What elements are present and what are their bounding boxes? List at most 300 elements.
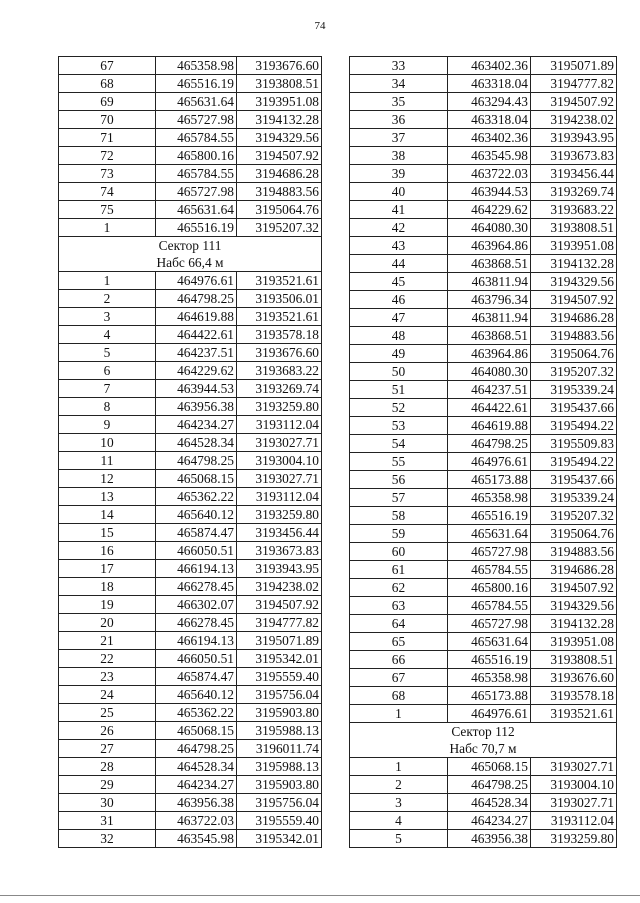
- x-coordinate-cell: 464528.34: [156, 434, 237, 452]
- table-row: [350, 363, 617, 381]
- table-row: [350, 758, 617, 776]
- y-coordinate-cell: 3193808.51: [531, 651, 617, 669]
- y-coordinate-cell: 3193951.08: [237, 93, 322, 111]
- table-row: [59, 93, 322, 111]
- table-row: [350, 417, 617, 435]
- point-number-cell: 5: [350, 830, 448, 848]
- point-number-cell: 67: [350, 669, 448, 687]
- table-row: [59, 129, 322, 147]
- point-number-cell: 21: [59, 632, 156, 650]
- table-row: [59, 722, 322, 740]
- y-coordinate-cell: 3193683.22: [237, 362, 322, 380]
- point-number-cell: 63: [350, 597, 448, 615]
- point-number-cell: 48: [350, 327, 448, 345]
- y-coordinate-cell: 3195509.83: [531, 435, 617, 453]
- y-coordinate-cell: 3193521.61: [531, 705, 617, 723]
- x-coordinate-cell: 465874.47: [156, 524, 237, 542]
- sector-heading-row: [59, 237, 322, 255]
- x-coordinate-cell: 463964.86: [448, 237, 531, 255]
- point-number-cell: 10: [59, 434, 156, 452]
- table-row: [59, 75, 322, 93]
- x-coordinate-cell: 463956.38: [156, 398, 237, 416]
- point-number-cell: 44: [350, 255, 448, 273]
- y-coordinate-cell: 3193578.18: [531, 687, 617, 705]
- x-coordinate-cell: 463956.38: [448, 830, 531, 848]
- table-row: [59, 542, 322, 560]
- x-coordinate-cell: 463956.38: [156, 794, 237, 812]
- point-number-cell: 37: [350, 129, 448, 147]
- x-coordinate-cell: 465631.64: [156, 93, 237, 111]
- point-number-cell: 47: [350, 309, 448, 327]
- table-row: [59, 632, 322, 650]
- y-coordinate-cell: 3193676.60: [237, 344, 322, 362]
- y-coordinate-cell: 3194507.92: [531, 93, 617, 111]
- x-coordinate-cell: 463318.04: [448, 111, 531, 129]
- x-coordinate-cell: 463796.34: [448, 291, 531, 309]
- table-row: [59, 596, 322, 614]
- y-coordinate-cell: 3194507.92: [237, 596, 322, 614]
- x-coordinate-cell: 463868.51: [448, 327, 531, 345]
- x-coordinate-cell: 466194.13: [156, 560, 237, 578]
- table-row: [59, 794, 322, 812]
- x-coordinate-cell: 463944.53: [448, 183, 531, 201]
- x-coordinate-cell: 464798.25: [156, 290, 237, 308]
- y-coordinate-cell: 3193259.80: [237, 398, 322, 416]
- x-coordinate-cell: 465800.16: [448, 579, 531, 597]
- table-row: [59, 830, 322, 848]
- point-number-cell: 14: [59, 506, 156, 524]
- table-row: [59, 650, 322, 668]
- table-row: [59, 470, 322, 488]
- y-coordinate-cell: 3193951.08: [531, 237, 617, 255]
- y-coordinate-cell: 3193269.74: [237, 380, 322, 398]
- point-number-cell: 5: [59, 344, 156, 362]
- x-coordinate-cell: 466050.51: [156, 650, 237, 668]
- x-coordinate-cell: 465362.22: [156, 488, 237, 506]
- y-coordinate-cell: 3193027.71: [237, 434, 322, 452]
- table-row: [350, 507, 617, 525]
- y-coordinate-cell: 3196011.74: [237, 740, 322, 758]
- x-coordinate-cell: 465358.98: [156, 57, 237, 75]
- x-coordinate-cell: 465516.19: [156, 219, 237, 237]
- x-coordinate-cell: 464528.34: [448, 794, 531, 812]
- point-number-cell: 45: [350, 273, 448, 291]
- y-coordinate-cell: 3195071.89: [531, 57, 617, 75]
- coordinates-table-right: [349, 56, 617, 848]
- point-number-cell: 3: [350, 794, 448, 812]
- point-number-cell: 1: [59, 219, 156, 237]
- table-row: [350, 399, 617, 417]
- point-number-cell: 68: [59, 75, 156, 93]
- point-number-cell: 3: [59, 308, 156, 326]
- x-coordinate-cell: 464976.61: [448, 705, 531, 723]
- x-coordinate-cell: 464080.30: [448, 363, 531, 381]
- table-row: [59, 57, 322, 75]
- table-row: [59, 326, 322, 344]
- y-coordinate-cell: 3193683.22: [531, 201, 617, 219]
- y-coordinate-cell: 3195064.76: [531, 345, 617, 363]
- point-number-cell: 22: [59, 650, 156, 668]
- y-coordinate-cell: 3194777.82: [531, 75, 617, 93]
- point-number-cell: 34: [350, 75, 448, 93]
- y-coordinate-cell: 3195494.22: [531, 453, 617, 471]
- y-coordinate-cell: 3195988.13: [237, 722, 322, 740]
- x-coordinate-cell: 466050.51: [156, 542, 237, 560]
- table-row: [59, 308, 322, 326]
- point-number-cell: 1: [350, 758, 448, 776]
- point-number-cell: 15: [59, 524, 156, 542]
- x-coordinate-cell: 463944.53: [156, 380, 237, 398]
- table-row: [350, 651, 617, 669]
- x-coordinate-cell: 465516.19: [448, 651, 531, 669]
- point-number-cell: 2: [350, 776, 448, 794]
- x-coordinate-cell: 465068.15: [448, 758, 531, 776]
- y-coordinate-cell: 3194329.56: [531, 273, 617, 291]
- y-coordinate-cell: 3193521.61: [237, 272, 322, 290]
- point-number-cell: 43: [350, 237, 448, 255]
- table-row: [59, 111, 322, 129]
- table-row: [350, 57, 617, 75]
- point-number-cell: 38: [350, 147, 448, 165]
- table-row: [350, 830, 617, 848]
- y-coordinate-cell: 3193456.44: [237, 524, 322, 542]
- x-coordinate-cell: 465727.98: [448, 615, 531, 633]
- table-row: [59, 434, 322, 452]
- x-coordinate-cell: 465068.15: [156, 722, 237, 740]
- x-coordinate-cell: 465640.12: [156, 686, 237, 704]
- sector-heading-row: [350, 740, 617, 758]
- y-coordinate-cell: 3193943.95: [531, 129, 617, 147]
- point-number-cell: 73: [59, 165, 156, 183]
- point-number-cell: 20: [59, 614, 156, 632]
- table-row: [350, 794, 617, 812]
- y-coordinate-cell: 3195903.80: [237, 704, 322, 722]
- table-row: [59, 740, 322, 758]
- point-number-cell: 7: [59, 380, 156, 398]
- y-coordinate-cell: 3195756.04: [237, 794, 322, 812]
- y-coordinate-cell: 3194686.28: [531, 309, 617, 327]
- x-coordinate-cell: 465727.98: [156, 183, 237, 201]
- table-row: [59, 668, 322, 686]
- y-coordinate-cell: 3194238.02: [531, 111, 617, 129]
- sector-heading-row: [350, 723, 617, 741]
- x-coordinate-cell: 465800.16: [156, 147, 237, 165]
- y-coordinate-cell: 3195339.24: [531, 489, 617, 507]
- point-number-cell: 29: [59, 776, 156, 794]
- point-number-cell: 6: [59, 362, 156, 380]
- table-row: [350, 219, 617, 237]
- table-row: [59, 452, 322, 470]
- x-coordinate-cell: 465784.55: [156, 165, 237, 183]
- table-row: [350, 237, 617, 255]
- y-coordinate-cell: 3193673.83: [531, 147, 617, 165]
- x-coordinate-cell: 463402.36: [448, 129, 531, 147]
- y-coordinate-cell: 3194507.92: [531, 579, 617, 597]
- table-row: [350, 687, 617, 705]
- x-coordinate-cell: 465516.19: [448, 507, 531, 525]
- point-number-cell: 70: [59, 111, 156, 129]
- x-coordinate-cell: 465173.88: [448, 687, 531, 705]
- y-coordinate-cell: 3195342.01: [237, 650, 322, 668]
- point-number-cell: 4: [59, 326, 156, 344]
- y-coordinate-cell: 3193943.95: [237, 560, 322, 578]
- table-row: [350, 489, 617, 507]
- table-row: [59, 758, 322, 776]
- x-coordinate-cell: 463811.94: [448, 273, 531, 291]
- table-row: [59, 362, 322, 380]
- y-coordinate-cell: 3193004.10: [237, 452, 322, 470]
- y-coordinate-cell: 3195988.13: [237, 758, 322, 776]
- table-row: [59, 344, 322, 362]
- point-number-cell: 41: [350, 201, 448, 219]
- x-coordinate-cell: 463811.94: [448, 309, 531, 327]
- y-coordinate-cell: 3193521.61: [237, 308, 322, 326]
- x-coordinate-cell: 463402.36: [448, 57, 531, 75]
- table-row: [350, 291, 617, 309]
- y-coordinate-cell: 3193027.71: [531, 758, 617, 776]
- y-coordinate-cell: 3195903.80: [237, 776, 322, 794]
- x-coordinate-cell: 465784.55: [156, 129, 237, 147]
- x-coordinate-cell: 465727.98: [448, 543, 531, 561]
- y-coordinate-cell: 3193004.10: [531, 776, 617, 794]
- point-number-cell: 9: [59, 416, 156, 434]
- y-coordinate-cell: 3194686.28: [531, 561, 617, 579]
- x-coordinate-cell: 464234.27: [448, 812, 531, 830]
- table-row: [350, 705, 617, 723]
- x-coordinate-cell: 466302.07: [156, 596, 237, 614]
- x-coordinate-cell: 464976.61: [448, 453, 531, 471]
- x-coordinate-cell: 465173.88: [448, 471, 531, 489]
- x-coordinate-cell: 463545.98: [448, 147, 531, 165]
- point-number-cell: 24: [59, 686, 156, 704]
- point-number-cell: 35: [350, 93, 448, 111]
- table-row: [350, 435, 617, 453]
- x-coordinate-cell: 464229.62: [448, 201, 531, 219]
- x-coordinate-cell: 464080.30: [448, 219, 531, 237]
- point-number-cell: 66: [350, 651, 448, 669]
- y-coordinate-cell: 3193027.71: [531, 794, 617, 812]
- table-row: [59, 614, 322, 632]
- y-coordinate-cell: 3194883.56: [531, 327, 617, 345]
- table-row: [59, 488, 322, 506]
- y-coordinate-cell: 3195064.76: [531, 525, 617, 543]
- point-number-cell: 59: [350, 525, 448, 543]
- table-row: [350, 615, 617, 633]
- point-number-cell: 72: [59, 147, 156, 165]
- point-number-cell: 2: [59, 290, 156, 308]
- point-number-cell: 67: [59, 57, 156, 75]
- table-row: [350, 327, 617, 345]
- x-coordinate-cell: 463868.51: [448, 255, 531, 273]
- table-row: [59, 776, 322, 794]
- x-coordinate-cell: 465784.55: [448, 597, 531, 615]
- table-row: [350, 129, 617, 147]
- point-number-cell: 62: [350, 579, 448, 597]
- y-coordinate-cell: 3194686.28: [237, 165, 322, 183]
- x-coordinate-cell: 464234.27: [156, 416, 237, 434]
- point-number-cell: 58: [350, 507, 448, 525]
- point-number-cell: 17: [59, 560, 156, 578]
- point-number-cell: 68: [350, 687, 448, 705]
- table-row: [59, 524, 322, 542]
- table-row: [59, 219, 322, 237]
- point-number-cell: 71: [59, 129, 156, 147]
- point-number-cell: 12: [59, 470, 156, 488]
- y-coordinate-cell: 3194329.56: [531, 597, 617, 615]
- table-row: [350, 255, 617, 273]
- table-row: [350, 273, 617, 291]
- point-number-cell: 53: [350, 417, 448, 435]
- table-row: [59, 380, 322, 398]
- x-coordinate-cell: 464422.61: [448, 399, 531, 417]
- point-number-cell: 42: [350, 219, 448, 237]
- table-row: [59, 704, 322, 722]
- table-row: [350, 471, 617, 489]
- table-row: [350, 309, 617, 327]
- table-row: [350, 633, 617, 651]
- y-coordinate-cell: 3195207.32: [531, 363, 617, 381]
- x-coordinate-cell: 464798.25: [448, 435, 531, 453]
- sector-height: Набс 70,7 м: [350, 740, 617, 758]
- point-number-cell: 27: [59, 740, 156, 758]
- point-number-cell: 32: [59, 830, 156, 848]
- y-coordinate-cell: 3194507.92: [531, 291, 617, 309]
- x-coordinate-cell: 465358.98: [448, 489, 531, 507]
- point-number-cell: 75: [59, 201, 156, 219]
- point-number-cell: 49: [350, 345, 448, 363]
- point-number-cell: 50: [350, 363, 448, 381]
- x-coordinate-cell: 465640.12: [156, 506, 237, 524]
- x-coordinate-cell: 465631.64: [156, 201, 237, 219]
- table-row: [59, 686, 322, 704]
- table-row: [350, 201, 617, 219]
- table-row: [59, 398, 322, 416]
- point-number-cell: 18: [59, 578, 156, 596]
- x-coordinate-cell: 463722.03: [156, 812, 237, 830]
- table-row: [350, 525, 617, 543]
- point-number-cell: 31: [59, 812, 156, 830]
- point-number-cell: 1: [350, 705, 448, 723]
- coordinates-table-left: [58, 56, 322, 848]
- x-coordinate-cell: 463545.98: [156, 830, 237, 848]
- y-coordinate-cell: 3195342.01: [237, 830, 322, 848]
- table-row: [350, 75, 617, 93]
- table-row: [350, 165, 617, 183]
- x-coordinate-cell: 464229.62: [156, 362, 237, 380]
- table-row: [59, 147, 322, 165]
- point-number-cell: 19: [59, 596, 156, 614]
- point-number-cell: 30: [59, 794, 156, 812]
- x-coordinate-cell: 466278.45: [156, 614, 237, 632]
- y-coordinate-cell: 3193808.51: [531, 219, 617, 237]
- y-coordinate-cell: 3194777.82: [237, 614, 322, 632]
- point-number-cell: 46: [350, 291, 448, 309]
- point-number-cell: 56: [350, 471, 448, 489]
- y-coordinate-cell: 3195437.66: [531, 399, 617, 417]
- table-row: [350, 453, 617, 471]
- x-coordinate-cell: 463964.86: [448, 345, 531, 363]
- table-row: [59, 272, 322, 290]
- x-coordinate-cell: 463318.04: [448, 75, 531, 93]
- x-coordinate-cell: 464528.34: [156, 758, 237, 776]
- sector-height: Набс 66,4 м: [59, 254, 322, 272]
- page-number: 74: [314, 20, 326, 32]
- table-row: [350, 776, 617, 794]
- x-coordinate-cell: 464237.51: [156, 344, 237, 362]
- x-coordinate-cell: 465516.19: [156, 75, 237, 93]
- y-coordinate-cell: 3193506.01: [237, 290, 322, 308]
- point-number-cell: 11: [59, 452, 156, 470]
- sector-heading-row: [59, 254, 322, 272]
- point-number-cell: 51: [350, 381, 448, 399]
- x-coordinate-cell: 465068.15: [156, 470, 237, 488]
- table-row: [350, 669, 617, 687]
- point-number-cell: 28: [59, 758, 156, 776]
- y-coordinate-cell: 3195559.40: [237, 668, 322, 686]
- y-coordinate-cell: 3193112.04: [531, 812, 617, 830]
- point-number-cell: 60: [350, 543, 448, 561]
- x-coordinate-cell: 464234.27: [156, 776, 237, 794]
- y-coordinate-cell: 3193112.04: [237, 488, 322, 506]
- point-number-cell: 74: [59, 183, 156, 201]
- y-coordinate-cell: 3194132.28: [531, 615, 617, 633]
- y-coordinate-cell: 3193578.18: [237, 326, 322, 344]
- y-coordinate-cell: 3193676.60: [237, 57, 322, 75]
- table-row: [350, 543, 617, 561]
- point-number-cell: 61: [350, 561, 448, 579]
- y-coordinate-cell: 3195339.24: [531, 381, 617, 399]
- x-coordinate-cell: 464619.88: [156, 308, 237, 326]
- sector-title: Сектор 111: [59, 237, 322, 255]
- point-number-cell: 25: [59, 704, 156, 722]
- point-number-cell: 26: [59, 722, 156, 740]
- table-row: [350, 597, 617, 615]
- table-row: [59, 506, 322, 524]
- y-coordinate-cell: 3195437.66: [531, 471, 617, 489]
- x-coordinate-cell: 465631.64: [448, 633, 531, 651]
- x-coordinate-cell: 463294.43: [448, 93, 531, 111]
- point-number-cell: 39: [350, 165, 448, 183]
- y-coordinate-cell: 3193808.51: [237, 75, 322, 93]
- point-number-cell: 36: [350, 111, 448, 129]
- y-coordinate-cell: 3195559.40: [237, 812, 322, 830]
- sector-title: Сектор 112: [350, 723, 617, 741]
- table-row: [350, 812, 617, 830]
- y-coordinate-cell: 3193676.60: [531, 669, 617, 687]
- y-coordinate-cell: 3193112.04: [237, 416, 322, 434]
- y-coordinate-cell: 3194507.92: [237, 147, 322, 165]
- y-coordinate-cell: 3195756.04: [237, 686, 322, 704]
- table-row: [59, 560, 322, 578]
- table-row: [350, 111, 617, 129]
- point-number-cell: 54: [350, 435, 448, 453]
- x-coordinate-cell: 465727.98: [156, 111, 237, 129]
- table-row: [350, 147, 617, 165]
- x-coordinate-cell: 464798.25: [156, 452, 237, 470]
- x-coordinate-cell: 463722.03: [448, 165, 531, 183]
- table-row: [59, 578, 322, 596]
- table-row: [350, 345, 617, 363]
- x-coordinate-cell: 464237.51: [448, 381, 531, 399]
- y-coordinate-cell: 3194883.56: [237, 183, 322, 201]
- y-coordinate-cell: 3195494.22: [531, 417, 617, 435]
- y-coordinate-cell: 3195071.89: [237, 632, 322, 650]
- table-row: [59, 290, 322, 308]
- point-number-cell: 69: [59, 93, 156, 111]
- point-number-cell: 8: [59, 398, 156, 416]
- y-coordinate-cell: 3195207.32: [531, 507, 617, 525]
- y-coordinate-cell: 3193673.83: [237, 542, 322, 560]
